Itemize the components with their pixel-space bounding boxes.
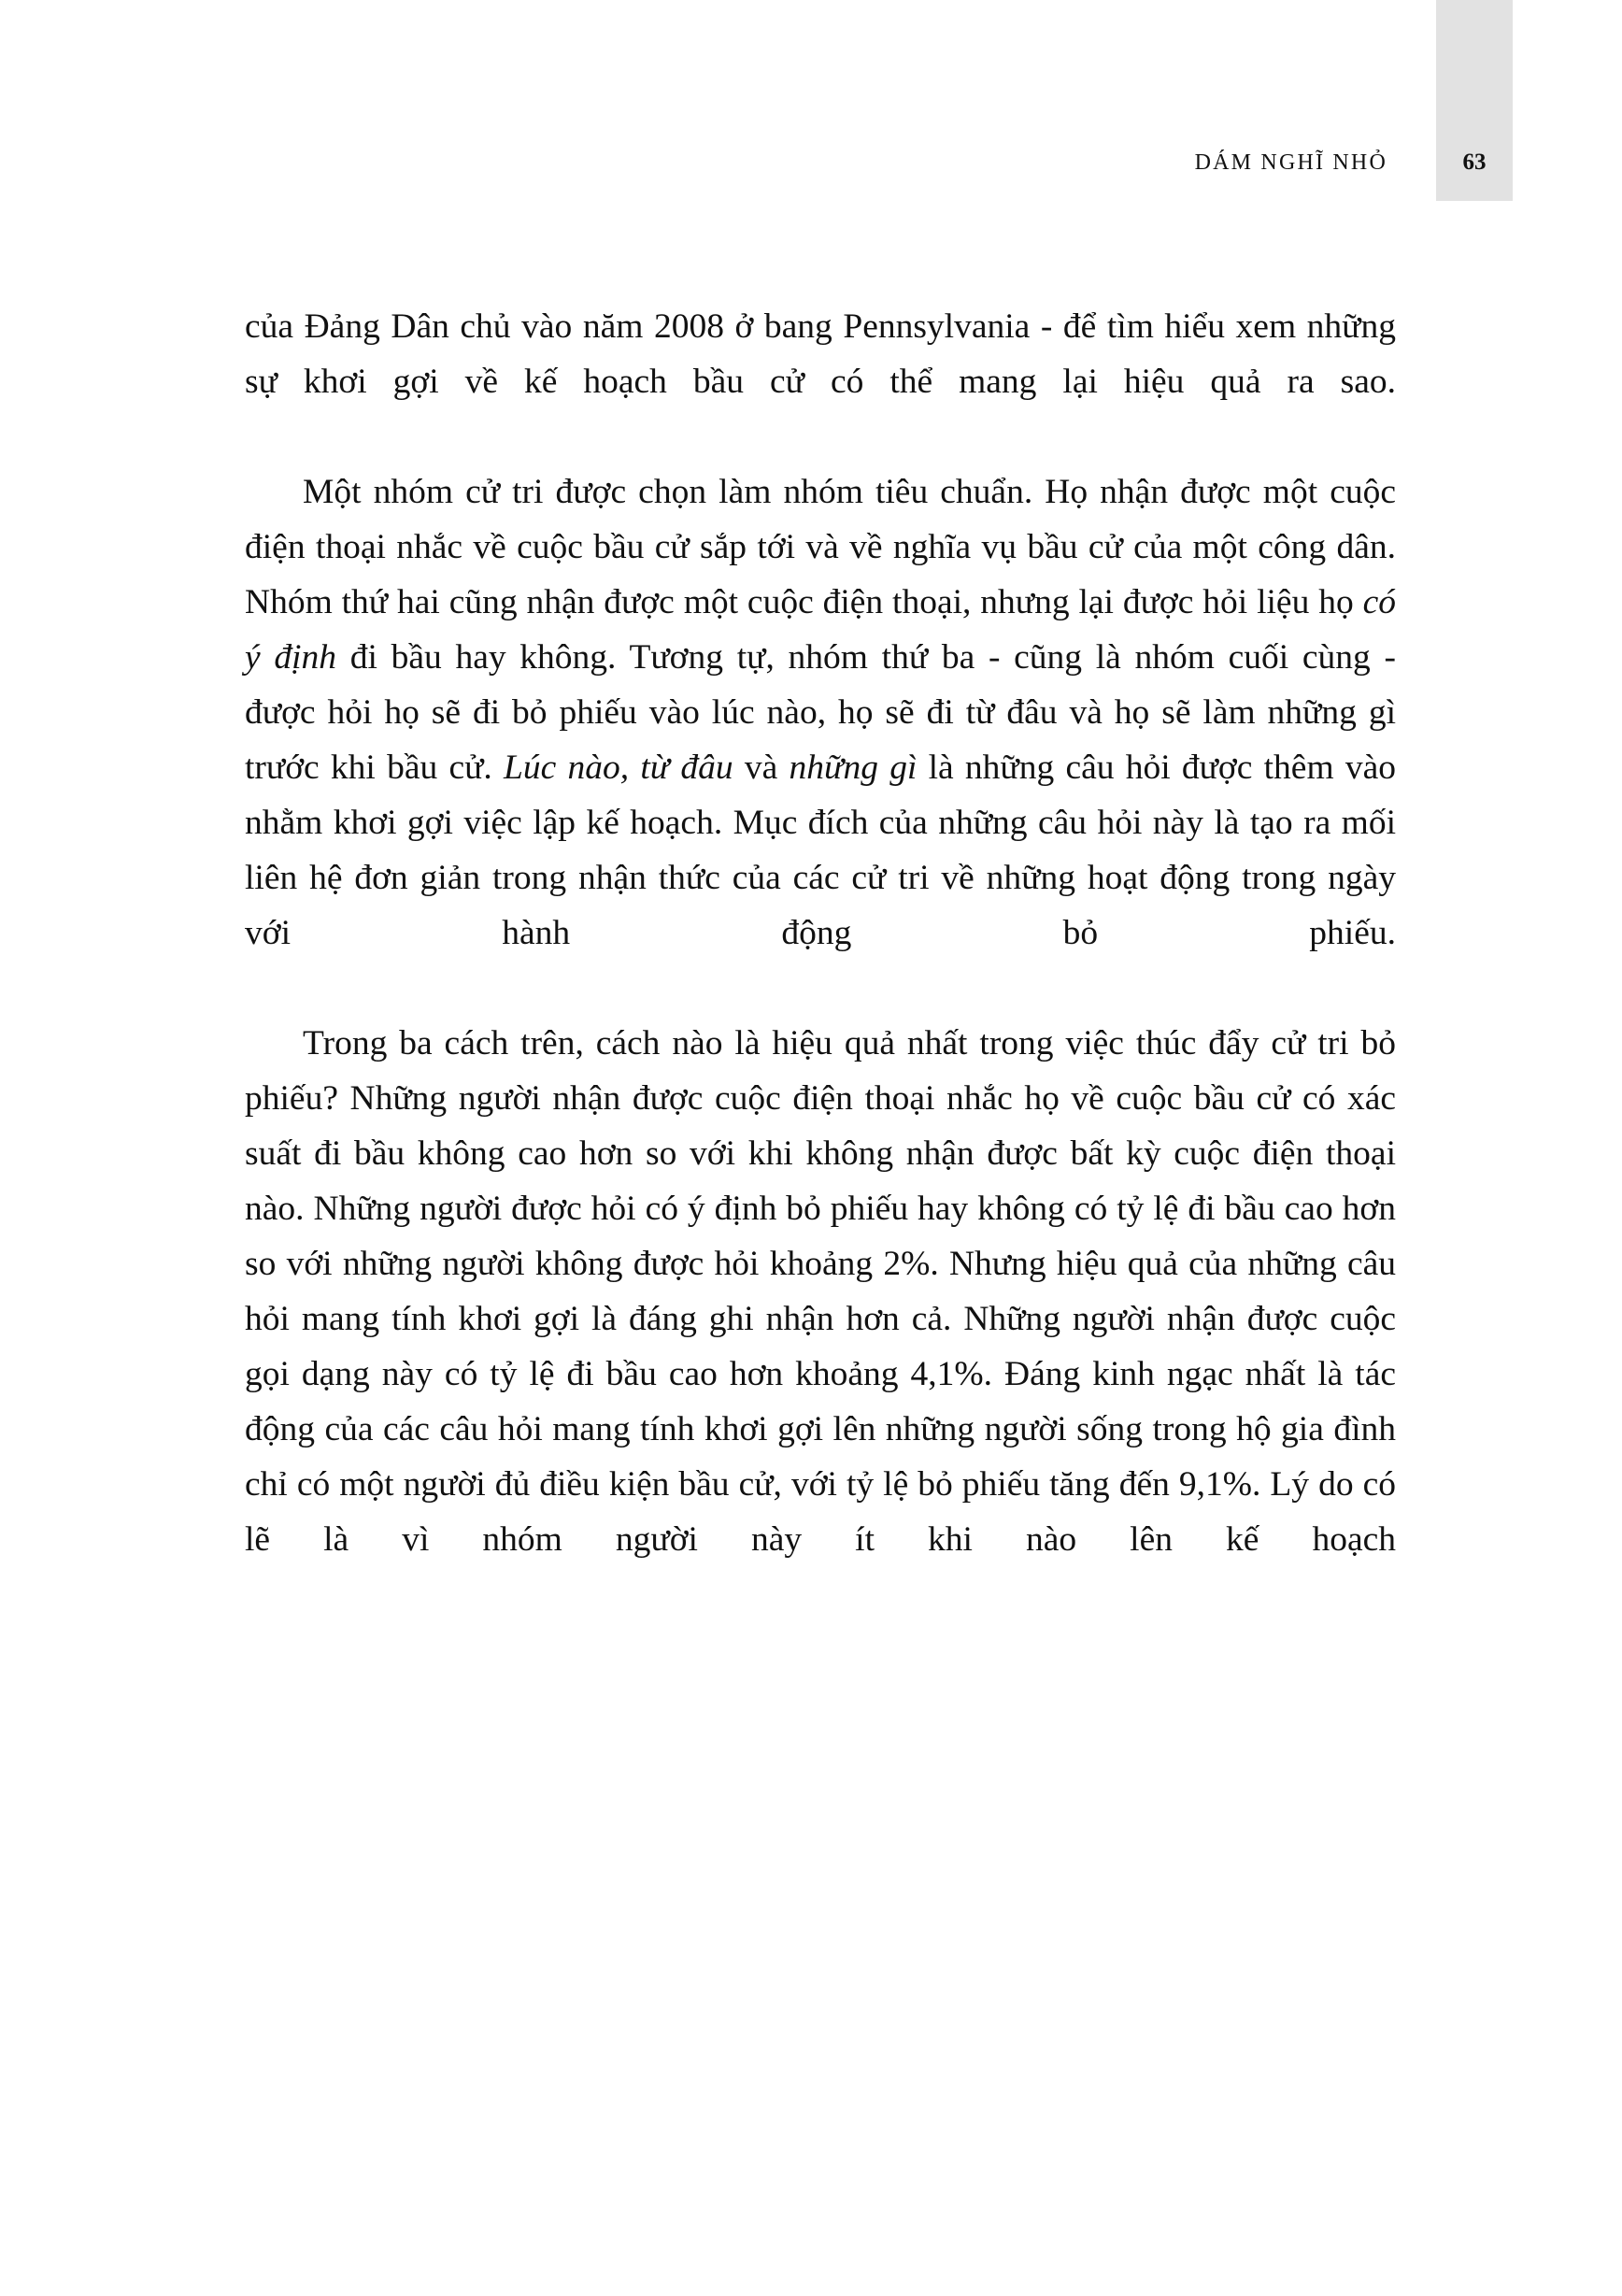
paragraph-1: của Đảng Dân chủ vào năm 2008 ở bang Pennsylvania - để tìm hiểu xem những sự khơi gợi về kế hoạch bầu cử có thể mang lại hiệu quả ra sao. xyxy=(245,307,1396,401)
body-text: Một nhóm cử tri được chọn làm nhóm tiêu chuẩn. Họ nhận được một cuộc điện thoại nhắc về cuộc bầu cử sắp tới và về nghĩa vụ bầu cử của một công dân. Nhóm thứ hai cũng nhận được một cuộc điện thoại, nhưng lại được hỏi liệu họ xyxy=(245,473,1396,621)
body-text: và xyxy=(733,749,790,787)
page-body xyxy=(245,299,1396,1622)
running-head-title: DÁM NGHĨ NHỎ xyxy=(1194,150,1387,175)
emphasised-text: Lúc nào, từ đâu xyxy=(504,749,733,787)
emphasised-text: những gì xyxy=(789,749,918,787)
running-head xyxy=(0,150,1513,176)
body-text: là những câu hỏi được thêm vào nhằm khơi gợi việc lập kế hoạch. Mục đích của những câu hỏi này là tạo ra mối liên hệ đơn giản trong nhận thức của các cử tri về những hoạt động trong ngày với hành động bỏ phiếu. xyxy=(245,749,1396,952)
body-text: đi bầu hay không. Tương tự, nhóm thứ ba - cũng là nhóm cuối cùng - được hỏi họ sẽ đi bỏ phiếu vào lúc nào, họ sẽ đi từ đâu và họ sẽ làm những gì trước khi bầu cử. xyxy=(245,638,1396,787)
paragraph-2 xyxy=(245,464,1396,1016)
page-number: 63 xyxy=(1462,150,1487,175)
emphasised-text: có ý định xyxy=(245,583,1396,677)
paragraph-3: Trong ba cách trên, cách nào là hiệu quả nhất trong việc thúc đẩy cử tri bỏ phiếu? Những người nhận được cuộc điện thoại nhắc họ về cuộc bầu cử có xác suất đi bầu không cao hơn so với khi không nhận được bất kỳ cuộc điện thoại nào. Những người được hỏi có ý định bỏ phiếu hay không có tỷ lệ đi bầu cao hơn so với những người không được hỏi khoảng 2%. Nhưng hiệu quả của những câu hỏi mang tính khơi gợi là đáng ghi nhận hơn cả. Những người nhận được cuộc gọi dạng này có tỷ lệ đi bầu cao hơn khoảng 4,1%. Đáng kinh ngạc nhất là tác động của các câu hỏi mang tính khơi gợi lên những người sống trong hộ gia đình chỉ có một người đủ điều kiện bầu cử, với tỷ lệ bỏ phiếu tăng đến 9,1%. Lý do có lẽ là vì nhóm người này ít khi nào lên kế hoạch xyxy=(245,1024,1396,1559)
